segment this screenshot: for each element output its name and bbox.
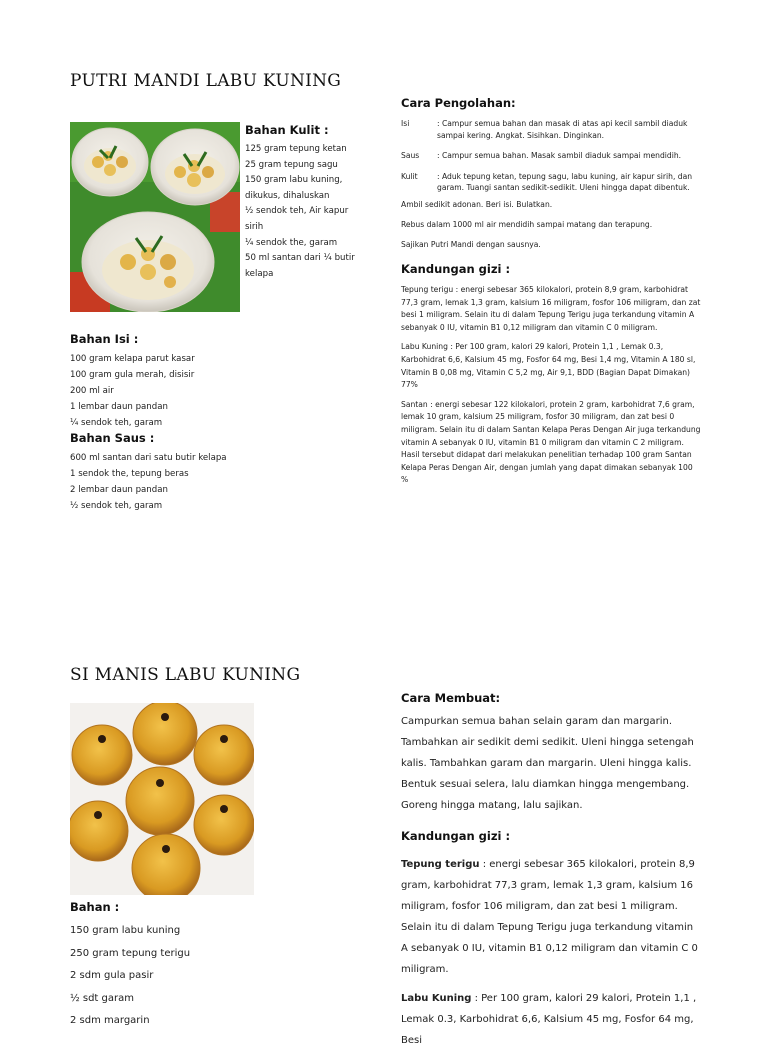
cara-row-saus: Saus : Campur semua bahan. Masak sambil diaduk sampai mendidih.: [401, 151, 682, 160]
step-item: Sajikan Putri Mandi dengan sausnya.: [401, 240, 541, 249]
kulit-list: [245, 142, 355, 282]
list-item: 25 gram tepung sagu: [245, 159, 338, 170]
list-item: ¼ sendok teh, garam: [70, 418, 163, 428]
isi-list: [70, 351, 195, 431]
list-item: sirih: [245, 221, 264, 232]
recipe2-title: SI MANIS LABU KUNING: [70, 665, 301, 685]
steps: [401, 199, 701, 251]
list-item: ½ sendok teh, Air kapur: [245, 206, 349, 217]
gizi-labu-2: Labu Kuning : Per 100 gram, kalori 29 kalori, Protein 1,1 , Lemak 0.3, Karbohidrat 6,6, Kalsium 45 mg, Fosfor 64 mg, Besi: [401, 993, 697, 1046]
cara-pengolahan-heading: Cara Pengolahan:: [401, 96, 516, 110]
list-item: 1 sendok the, tepung beras: [70, 469, 189, 479]
cara-rows: [401, 118, 696, 194]
list-item: dikukus, dihaluskan: [245, 190, 330, 201]
list-item: 50 ml santan dari ¼ butir: [245, 253, 355, 264]
saus-list: [70, 450, 227, 514]
cara-row-isi: Isi : Campur semua bahan dan masak di atas api kecil sambil diaduk sampai kering. Angkat. Sisihkan. Dinginkan.: [401, 119, 688, 140]
list-item: 200 ml air: [70, 386, 114, 396]
gizi-tepung-2: Tepung terigu : energi sebesar 365 kilokalori, protein 8,9 gram, karbohidrat 77,3 gram, lemak 1,3 gram, kalsium 16 miligram, fosfor 106 miligram, dan zat besi 1 miligram. Selain itu di dalam Tepung Terigu juga terkandung vitamin A sebanyak 0 IU, vitamin B1 0,12 miligram dan vitamin C 0 miligram.: [401, 859, 698, 975]
list-item: 125 gram tepung ketan: [245, 144, 347, 154]
list-item: 2 sdm margarin: [70, 1015, 150, 1026]
gizi-labu: Labu Kuning : Per 100 gram, kalori 29 kalori, Protein 1,1 , Lemak 0.3, Karbohidrat 6,6, Kalsium 45 mg, Fosfor 64 mg, Besi 1,4 mg, Vitamin A 180 sl, Vitamin B 0,08 mg, Vitamin C 5,2 mg, Air 9,1, BDD (Bagian Dapat Dimakan) 77%: [401, 342, 696, 390]
kulit-heading: Bahan Kulit :: [245, 123, 329, 137]
list-item: ½ sendok teh, garam: [70, 501, 163, 511]
list-item: 600 ml santan dari satu butir kelapa: [70, 453, 227, 463]
list-item: 1 lembar daun pandan: [70, 402, 168, 412]
list-item: 150 gram labu kuning: [70, 925, 181, 936]
gizi-tepung: Tepung terigu : energi sebesar 365 kilokalori, protein 8,9 gram, karbohidrat 77,3 gram, lemak 1,3 gram, kalsium 16 miligram, fosfor 106 miligram, dan zat besi 1 miligram. Selain itu di dalam Tepung Terigu juga terkandung vitamin A sebanyak 0 IU, vitamin B1 0,12 miligram dan vitamin C 0 miligram.: [401, 285, 701, 332]
list-item: 2 sdm gula pasir: [70, 970, 154, 981]
gizi-heading-2: Kandungan gizi :: [401, 829, 511, 843]
list-item: ¼ sendok the, garam: [245, 237, 338, 248]
gizi-santan: Santan : energi sebesar 122 kilokalori, protein 2 gram, karbohidrat 7,6 gram, lemak 10 gram, kalsium 25 miligram, fosfor 30 miligram, dan zat besi 0 miligram. Selain itu di dalam Santan Kelapa Peras Dengan Air juga terkandung vitamin A sebanyak 0 IU, vitamin B1 0 miligram dan vitamin C 2 miligram. Hasil tersebut didapat dari melakukan penelitian terhadap 100 gram Santan Kelapa Peras Dengan Air, dengan jumlah yang dapat dimakan sebanyak 100 %: [401, 399, 701, 485]
si-manis-photo: [70, 703, 254, 895]
list-item: kelapa: [245, 268, 274, 279]
gizi-heading-1: Kandungan gizi :: [401, 262, 511, 276]
list-item: 150 gram labu kuning,: [245, 175, 343, 186]
cara-row-kulit: Kulit : Aduk tepung ketan, tepung sagu, labu kuning, air kapur sirih, dan garam. Tuangi santan sedikit-sedikit. Uleni hingga dapat dibentuk.: [401, 171, 693, 192]
recipe1-title: PUTRI MANDI LABU KUNING: [70, 71, 342, 91]
putri-mandi-photo: [70, 122, 240, 312]
bahan-heading: Bahan :: [70, 900, 120, 914]
cara-membuat-text: Campurkan semua bahan selain garam dan margarin. Tambahkan air sedikit demi sedikit. Uleni hingga setengah kalis. Tambahkan garam dan margarin. Uleni hingga kalis. Bentuk sesuai selera, lalu diamkan hingga mengembang. Goreng hingga matang, lalu sajikan.: [401, 716, 694, 811]
list-item: 100 gram kelapa parut kasar: [70, 354, 195, 364]
cara-membuat-heading: Cara Membuat:: [401, 691, 501, 705]
step-item: Rebus dalam 1000 ml air mendidih sampai matang dan terapung.: [401, 220, 653, 229]
list-item: 250 gram tepung terigu: [70, 947, 191, 959]
isi-heading: Bahan Isi :: [70, 332, 139, 346]
saus-heading: Bahan Saus :: [70, 431, 155, 445]
step-item: Ambil sedikit adonan. Beri isi. Bulatkan.: [401, 200, 553, 209]
list-item: 2 lembar daun pandan: [70, 485, 168, 495]
bahan-list: [70, 920, 190, 1033]
list-item: 100 gram gula merah, disisir: [70, 370, 195, 380]
list-item: ½ sdt garam: [70, 992, 134, 1004]
gizi-paras-1: [401, 284, 701, 487]
